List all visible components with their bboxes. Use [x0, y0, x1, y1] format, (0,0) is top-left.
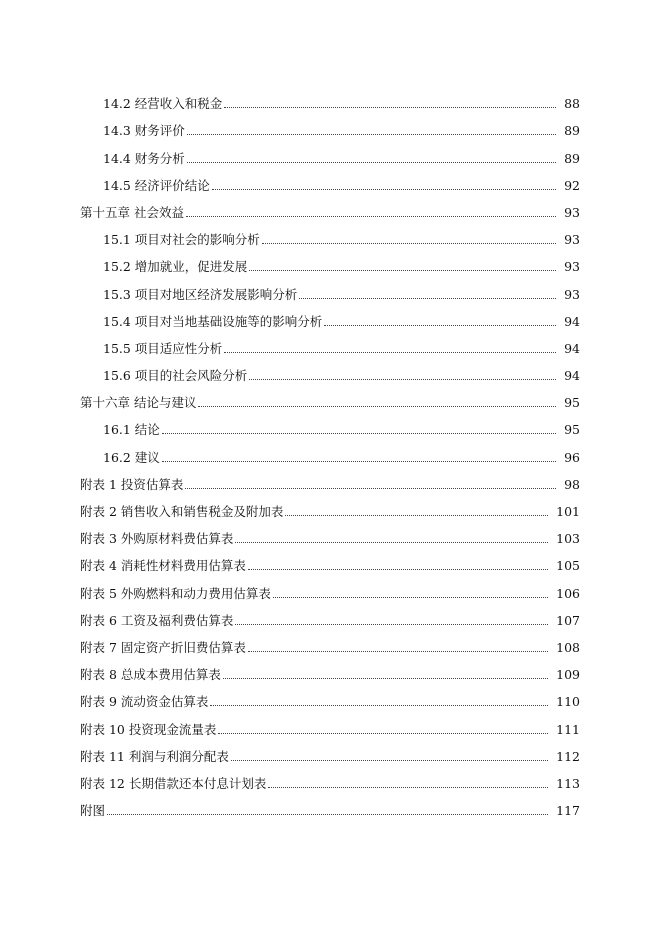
toc-entry[interactable] [0, 628, 662, 655]
toc-entry-title: 附表 1 投资估算表 [80, 476, 184, 492]
dot-leader [185, 488, 556, 489]
toc-entry-title: 14.4 财务分析 [103, 150, 185, 166]
dot-leader [268, 787, 548, 788]
toc-entry[interactable] [0, 166, 662, 193]
toc-entry-title: 附表 10 投资现金流量表 [80, 721, 217, 737]
toc-entry-page-number: 108 [556, 639, 580, 655]
toc-entry-title: 15.2 增加就业，促进发展 [103, 259, 248, 275]
toc-entry-page-number: 112 [556, 748, 580, 764]
dot-leader [235, 624, 548, 625]
toc-entry-title: 附表 11 利润与利润分配表 [80, 748, 229, 764]
toc-entry-page-number: 105 [556, 558, 580, 574]
toc-entry-title: 第十五章 社会效益 [80, 204, 184, 220]
toc-entry-page-number: 94 [564, 340, 580, 356]
dot-leader [198, 406, 556, 407]
toc-entry-page-number: 95 [564, 395, 580, 411]
toc-entry-page-number: 101 [556, 504, 580, 519]
dot-leader [299, 298, 556, 299]
toc-entry-page-number: 88 [564, 96, 580, 112]
toc-entry-page-number: 94 [564, 368, 580, 384]
toc-entry-page-number: 92 [564, 177, 580, 193]
toc-entry-title: 附表 5 外购燃料和动力费用估算表 [80, 585, 271, 601]
toc-entry[interactable] [0, 111, 662, 138]
toc-entry[interactable] [0, 465, 662, 492]
toc-entry-title: 第十六章 结论与建议 [80, 395, 197, 411]
toc-entry-page-number: 89 [564, 123, 580, 139]
toc-entry[interactable] [0, 220, 662, 247]
toc-entry-title: 附表 3 外购原材料费估算表 [80, 531, 234, 547]
toc-entry[interactable] [0, 302, 662, 329]
toc-entry-title: 附表 6 工资及福利费估算表 [80, 612, 234, 628]
toc-entry-page-number: 94 [564, 313, 580, 329]
toc-entry-title: 15.4 项目对当地基础设施等的影响分析 [103, 313, 323, 329]
toc-entry-title: 15.1 项目对社会的影响分析 [103, 232, 260, 248]
dot-leader [218, 733, 548, 734]
toc-entry[interactable] [0, 791, 662, 818]
toc-entry[interactable] [0, 655, 662, 682]
toc-entry[interactable] [0, 601, 662, 628]
toc-entry-page-number: 89 [564, 150, 580, 166]
toc-entry-page-number: 93 [564, 232, 580, 248]
dot-leader [223, 678, 548, 679]
toc-entry-page-number: 103 [556, 531, 580, 547]
toc-entry[interactable] [0, 546, 662, 573]
toc-entry[interactable] [0, 247, 662, 274]
toc-entry-title: 15.6 项目的社会风险分析 [103, 368, 248, 384]
toc-entry-page-number: 117 [556, 803, 580, 819]
dot-leader [248, 651, 548, 652]
toc-entry[interactable] [0, 737, 662, 764]
dot-leader [262, 243, 556, 244]
dot-leader [249, 379, 556, 380]
toc-entry-page-number: 93 [564, 286, 580, 302]
toc-entry[interactable] [0, 573, 662, 600]
toc-entry-title: 14.5 经济评价结论 [103, 177, 210, 193]
table-of-contents [0, 84, 662, 818]
toc-entry-page-number: 106 [556, 585, 580, 601]
dot-leader [162, 461, 556, 462]
toc-entry-title: 附表 2 销售收入和销售税金及附加表 [80, 504, 284, 519]
dot-leader [187, 162, 556, 163]
dot-leader [248, 569, 548, 570]
dot-leader [107, 814, 548, 815]
toc-entry[interactable] [0, 682, 662, 709]
toc-entry-title: 15.5 项目适应性分析 [103, 340, 223, 356]
toc-entry[interactable] [0, 193, 662, 220]
toc-entry-title: 附表 12 长期借款还本付息计划表 [80, 775, 267, 791]
toc-entry-page-number: 98 [564, 476, 580, 492]
toc-entry[interactable] [0, 84, 662, 111]
dot-leader [224, 107, 556, 108]
dot-leader [162, 433, 556, 434]
dot-leader [187, 134, 556, 135]
toc-entry-page-number: 110 [556, 694, 580, 710]
toc-entry-title: 15.3 项目对地区经济发展影响分析 [103, 286, 298, 302]
toc-entry-title: 附表 4 消耗性材料费用估算表 [80, 558, 246, 574]
dot-leader [249, 270, 556, 271]
toc-entry-title: 附图 [80, 803, 106, 819]
dot-leader [273, 597, 548, 598]
dot-leader [224, 352, 556, 353]
toc-entry[interactable] [0, 709, 662, 736]
dot-leader [186, 216, 556, 217]
toc-entry-title: 附表 9 流动资金估算表 [80, 694, 209, 710]
toc-entry[interactable] [0, 519, 662, 546]
toc-entry-title: 14.3 财务评价 [103, 123, 185, 139]
dot-leader [324, 325, 556, 326]
dot-leader [212, 189, 556, 190]
toc-entry-title: 16.2 建议 [103, 449, 160, 465]
toc-entry[interactable] [0, 492, 662, 519]
dot-leader [231, 760, 548, 761]
toc-entry-page-number: 96 [564, 449, 580, 465]
toc-entry[interactable] [0, 764, 662, 791]
dot-leader [235, 542, 548, 543]
dot-leader [210, 705, 548, 706]
toc-entry-page-number: 107 [556, 612, 580, 628]
toc-entry-page-number: 113 [556, 775, 580, 791]
toc-entry[interactable] [0, 410, 662, 437]
toc-entry-page-number: 93 [564, 204, 580, 220]
toc-entry[interactable] [0, 138, 662, 165]
toc-entry-title: 16.1 结论 [103, 422, 160, 438]
toc-entry[interactable] [0, 274, 662, 301]
toc-entry[interactable] [0, 383, 662, 410]
toc-entry-title: 14.2 经营收入和税金 [103, 96, 223, 112]
dot-leader [285, 515, 548, 516]
toc-entry-page-number: 109 [556, 667, 580, 683]
toc-entry-page-number: 95 [564, 422, 580, 438]
toc-entry-title: 附表 8 总成本费用估算表 [80, 667, 221, 683]
toc-entry-page-number: 111 [556, 721, 580, 737]
toc-entry-page-number: 93 [564, 259, 580, 275]
toc-entry-title: 附表 7 固定资产折旧费估算表 [80, 639, 246, 655]
toc-entry[interactable] [0, 329, 662, 356]
toc-entry[interactable] [0, 356, 662, 383]
toc-entry[interactable] [0, 437, 662, 464]
